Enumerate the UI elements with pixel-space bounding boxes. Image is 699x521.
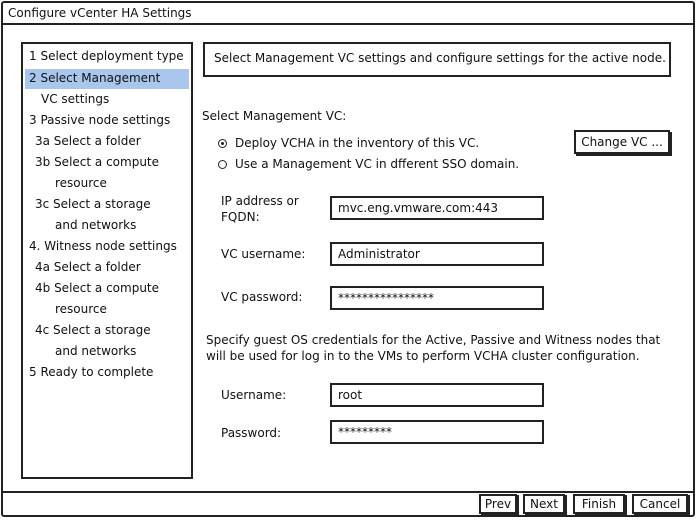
other-sso-radio[interactable] xyxy=(218,160,227,169)
title-bar xyxy=(3,3,693,25)
guest-password-label: Password: xyxy=(221,426,282,440)
step-passive-node-settings[interactable]: 3 Passive node settings xyxy=(29,113,171,127)
step-description-box xyxy=(203,42,671,77)
step-4a-select-folder[interactable]: 4a Select a folder xyxy=(35,260,141,274)
step-select-deployment-type[interactable]: 1 Select deployment type xyxy=(29,49,184,63)
ip-address-input[interactable] xyxy=(330,196,544,220)
other-sso-label[interactable]: Use a Management VC in dfferent SSO domain. xyxy=(235,157,520,171)
step-3a-select-folder[interactable]: 3a Select a folder xyxy=(35,134,141,148)
wizard-window xyxy=(1,1,695,517)
wizard-footer xyxy=(3,491,693,515)
finish-button[interactable]: Finish xyxy=(573,494,625,514)
window-title: Configure vCenter HA Settings xyxy=(8,6,192,20)
step-select-management-vc-cont[interactable]: VC settings xyxy=(41,92,110,106)
management-vc-label: Select Management VC: xyxy=(202,109,347,123)
guest-username-input[interactable] xyxy=(330,383,544,407)
step-ready-to-complete[interactable]: 5 Ready to complete xyxy=(29,365,154,379)
step-3c-select-storage[interactable]: 3c Select a storage xyxy=(35,197,151,211)
ip-address-label-line1: IP address or xyxy=(221,194,299,208)
deploy-vcha-label[interactable]: Deploy VCHA in the inventory of this VC. xyxy=(235,136,480,150)
step-description: Select Management VC settings and configure settings for the active node. xyxy=(214,51,666,65)
vc-username-label: VC username: xyxy=(221,247,306,261)
next-button[interactable]: Next xyxy=(523,494,565,514)
guest-credentials-description-line1: Specify guest OS credentials for the Active, Passive and Witness nodes that xyxy=(206,333,661,347)
guest-credentials-description-line2: will be used for log in to the VMs to perform VCHA cluster configuration. xyxy=(206,349,640,363)
step-select-management-vc[interactable]: 2 Select Management xyxy=(29,71,161,85)
deploy-vcha-radio[interactable] xyxy=(218,139,227,148)
vc-username-input[interactable] xyxy=(330,242,544,266)
step-4c-select-storage-cont[interactable]: and networks xyxy=(55,344,137,358)
step-4b-select-compute-cont[interactable]: resource xyxy=(55,302,107,316)
prev-button[interactable]: Prev xyxy=(479,494,517,514)
step-3b-select-compute-cont[interactable]: resource xyxy=(55,176,107,190)
step-3c-select-storage-cont[interactable]: and networks xyxy=(55,218,137,232)
guest-username-label: Username: xyxy=(221,388,287,402)
cancel-button[interactable]: Cancel xyxy=(632,494,688,514)
vc-password-input[interactable] xyxy=(330,286,544,310)
wizard-steps-nav xyxy=(21,42,193,479)
step-witness-node-settings[interactable]: 4. Witness node settings xyxy=(29,239,177,253)
vc-password-label: VC password: xyxy=(221,290,303,304)
change-vc-button[interactable]: Change VC ... xyxy=(574,130,670,154)
ip-address-label-line2: FQDN: xyxy=(221,210,260,224)
step-3b-select-compute[interactable]: 3b Select a compute xyxy=(35,155,160,169)
step-4c-select-storage[interactable]: 4c Select a storage xyxy=(35,323,151,337)
guest-password-input[interactable] xyxy=(330,420,544,444)
step-4b-select-compute[interactable]: 4b Select a compute xyxy=(35,281,160,295)
